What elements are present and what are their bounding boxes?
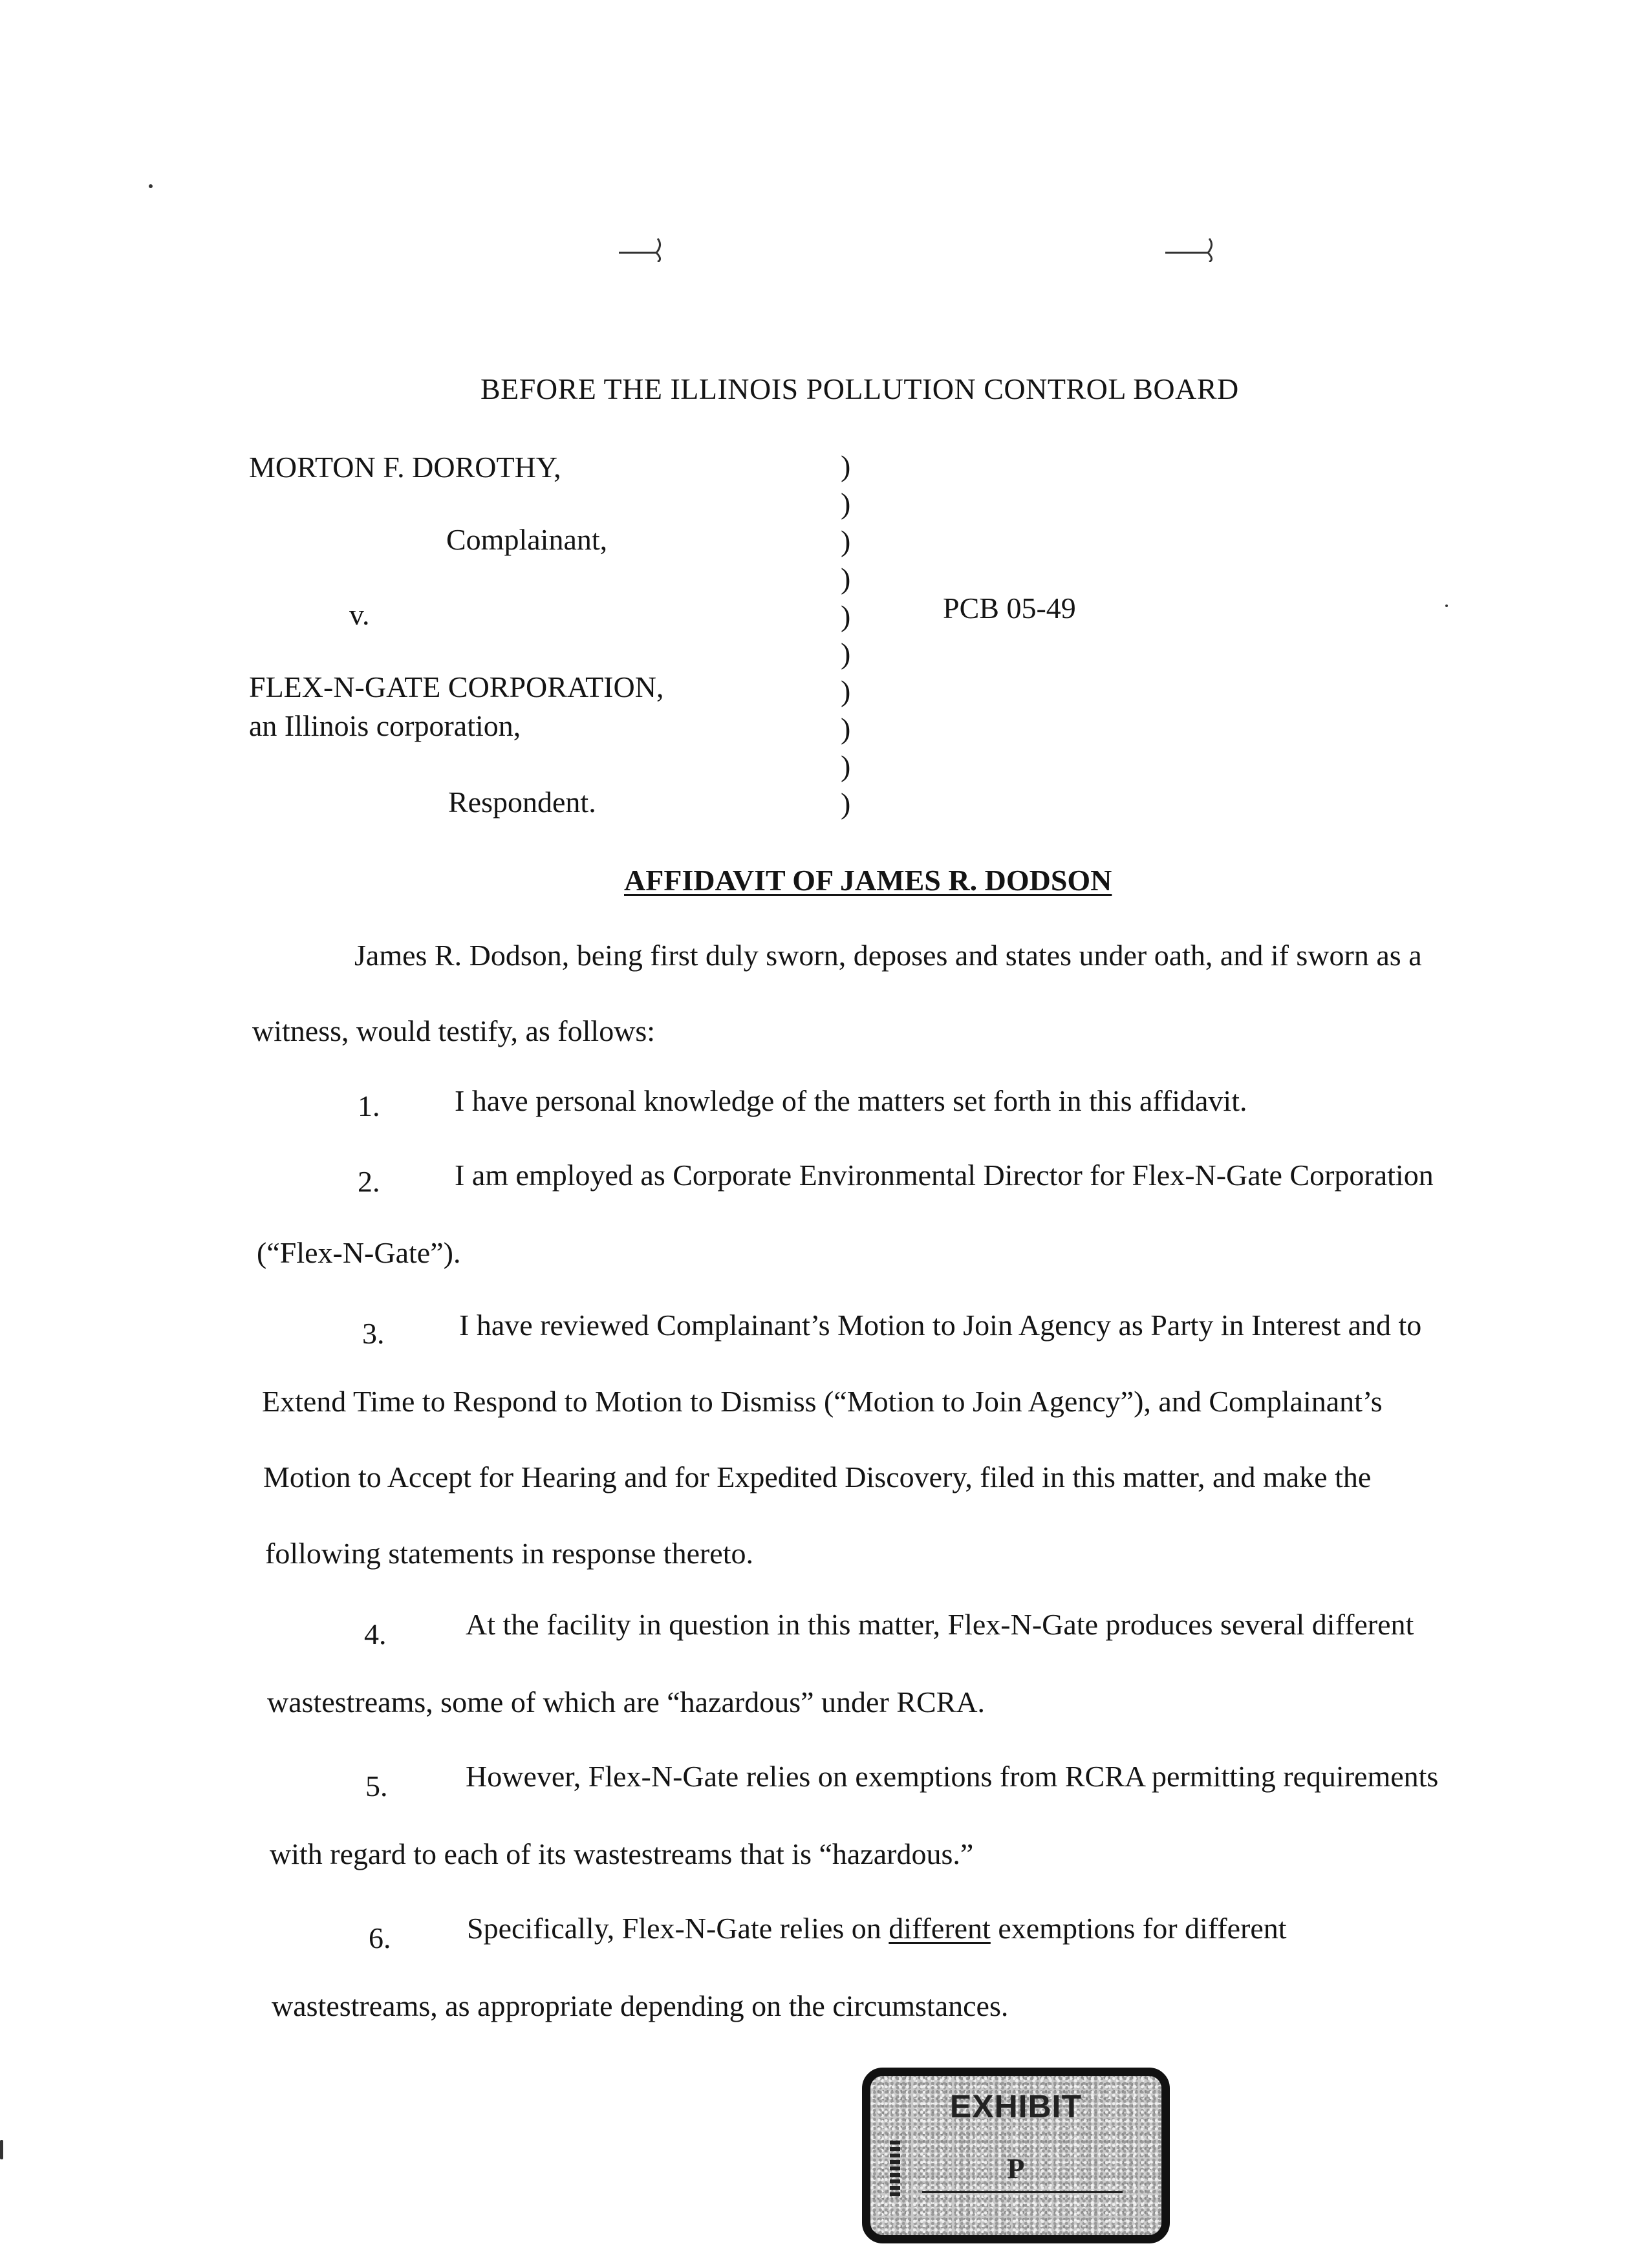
- exhibit-letter: P: [1007, 2153, 1025, 2185]
- intro-line: James R. Dodson, being first duly sworn, deposes and states under oath, and if sworn as a: [354, 939, 1422, 972]
- paragraph-line: (“Flex-N-Gate”).: [257, 1236, 461, 1269]
- paragraph-line: Extend Time to Respond to Motion to Dismiss (“Motion to Join Agency”), and Complainant’s: [262, 1385, 1383, 1418]
- caption-paren: ): [841, 637, 851, 670]
- paragraph-line: Motion to Accept for Hearing and for Expedited Discovery, filed in this matter, and make the: [263, 1460, 1372, 1493]
- complainant-role: Complainant,: [446, 523, 608, 556]
- paragraph-number: 1.: [358, 1089, 380, 1122]
- caption-paren: ): [841, 487, 851, 520]
- caption-paren: ): [841, 524, 851, 557]
- versus-label: v.: [349, 598, 370, 631]
- paragraph-number: 2.: [358, 1165, 380, 1198]
- paragraph-line: However, Flex-N-Gate relies on exemptions from RCRA permitting requirements: [466, 1760, 1439, 1793]
- hole-punch-mark-right: [1164, 236, 1216, 262]
- scan-speck: [1445, 604, 1448, 607]
- respondent-name: FLEX-N-GATE CORPORATION,: [249, 670, 664, 703]
- intro-line: witness, would testify, as follows:: [252, 1014, 656, 1047]
- scan-speck: [149, 184, 153, 188]
- caption-paren: ): [841, 562, 851, 595]
- paragraph-line: I am employed as Corporate Environmental Director for Flex-N-Gate Corporation: [455, 1159, 1434, 1192]
- caption-paren: ): [841, 787, 851, 820]
- exhibit-label: EXHIBIT: [949, 2088, 1083, 2124]
- paragraph-line: At the facility in question in this matter, Flex-N-Gate produces several different: [466, 1608, 1414, 1641]
- respondent-description: an Illinois corporation,: [249, 709, 521, 742]
- paragraph-line: [467, 1914, 1287, 1943]
- paragraph-number: 4.: [364, 1618, 387, 1651]
- exhibit-signature-line: [922, 2191, 1123, 2193]
- scan-speck: [0, 2140, 3, 2159]
- caption-paren: ): [841, 712, 851, 745]
- paragraph-number: 5.: [365, 1770, 388, 1803]
- caption-paren: ): [841, 449, 851, 482]
- paragraph-line: following statements in response thereto.: [265, 1537, 754, 1570]
- affidavit-title: AFFIDAVIT OF JAMES R. DODSON: [624, 864, 1112, 897]
- exhibit-stamp: [862, 2068, 1170, 2243]
- paragraph-line: with regard to each of its wastestreams that is “hazardous.”: [270, 1837, 974, 1870]
- underlined-word: different: [889, 1912, 991, 1945]
- paragraph-line: I have reviewed Complainant’s Motion to Join Agency as Party in Interest and to: [459, 1309, 1422, 1342]
- paragraph-text: Specifically, Flex-N-Gate relies on: [467, 1912, 889, 1945]
- paragraph-line: wastestreams, some of which are “hazardous” under RCRA.: [267, 1685, 986, 1718]
- paragraph-number: 6.: [369, 1921, 391, 1954]
- paragraph-text: exemptions for different: [990, 1912, 1287, 1945]
- caption-paren: ): [841, 749, 851, 782]
- caption-parentheses: [841, 447, 850, 822]
- respondent-role: Respondent.: [448, 786, 596, 818]
- caption-paren: ): [841, 674, 851, 707]
- hole-punch-mark-left: [618, 236, 669, 262]
- caption-paren: ): [841, 599, 851, 632]
- complainant-name: MORTON F. DOROTHY,: [249, 451, 561, 484]
- paragraph-number: 3.: [362, 1317, 385, 1350]
- paragraph-line: wastestreams, as appropriate depending on the circumstances.: [272, 1989, 1009, 2022]
- case-number: PCB 05-49: [943, 592, 1076, 625]
- board-heading: BEFORE THE ILLINOIS POLLUTION CONTROL BOARD: [480, 372, 1239, 405]
- paragraph-line: I have personal knowledge of the matters set forth in this affidavit.: [455, 1084, 1247, 1117]
